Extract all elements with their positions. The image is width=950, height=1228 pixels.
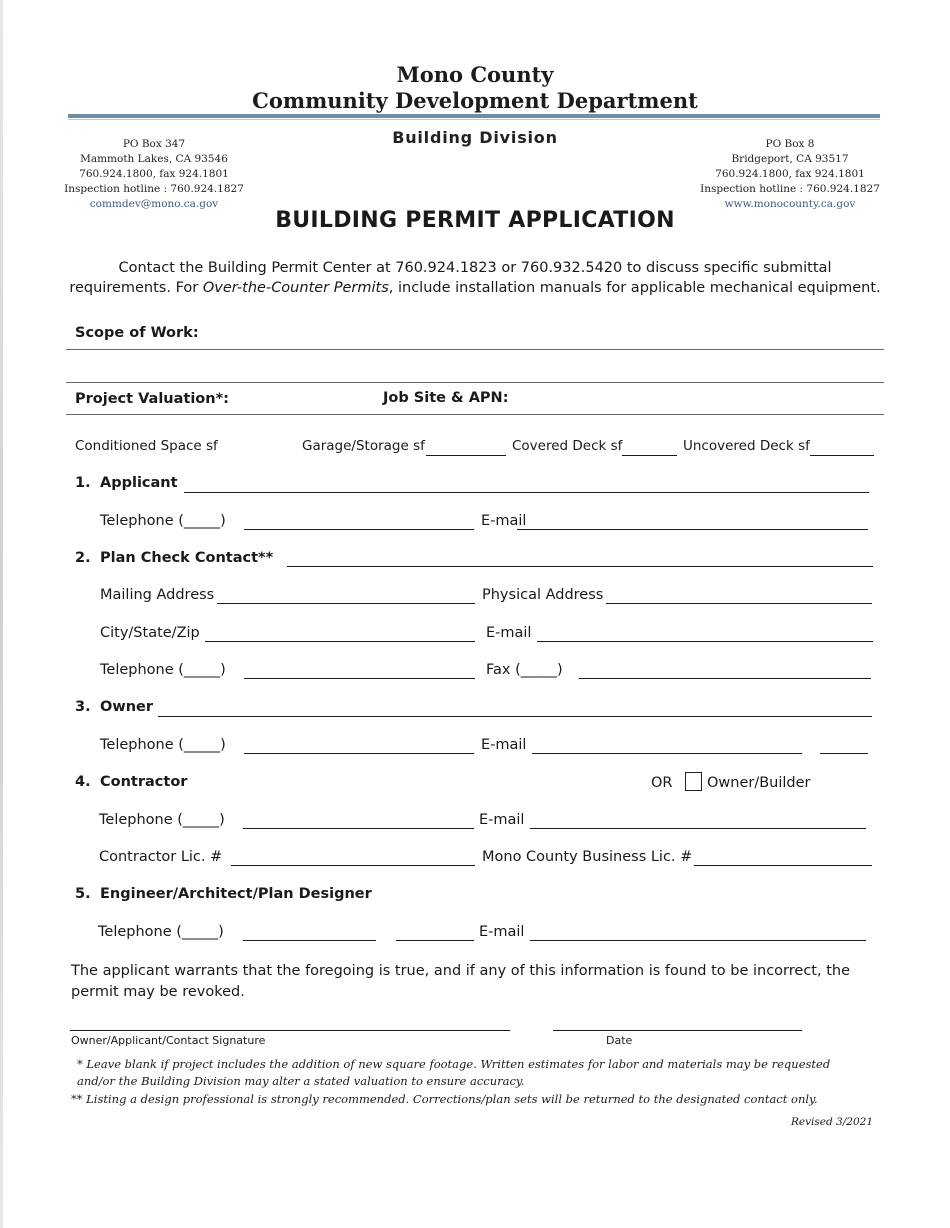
covered-deck-label: Covered Deck sf <box>512 438 623 454</box>
engineer-telephone-field-end[interactable] <box>396 940 474 941</box>
conditioned-space-label: Conditioned Space sf <box>75 438 218 454</box>
date-field[interactable] <box>553 1030 802 1031</box>
address-line: Bridgeport, CA 93517 <box>731 153 849 165</box>
section-3-number: 3. <box>75 699 91 715</box>
applicant-telephone-label: Telephone (_____) <box>100 513 226 529</box>
address-line: Inspection hotline : 760.924.1827 <box>64 183 244 195</box>
applicant-email-field[interactable] <box>517 529 868 530</box>
owner-telephone-label: Telephone (_____) <box>100 737 226 753</box>
section-2-number: 2. <box>75 550 91 566</box>
contractor-license-label: Contractor Lic. # <box>99 849 223 865</box>
or-label: OR <box>651 775 673 791</box>
mammoth-office-address <box>44 137 264 212</box>
plan-check-contact-label: Plan Check Contact** <box>100 550 274 566</box>
city-state-zip-label: City/State/Zip <box>100 625 200 641</box>
owner-name-field[interactable] <box>158 716 872 717</box>
address-line: PO Box 8 <box>765 138 815 150</box>
applicant-email-label: E-mail <box>481 513 527 529</box>
contractor-email-field[interactable] <box>530 828 866 829</box>
plan-check-contact-field[interactable] <box>287 566 873 567</box>
valuation-footnote-text: * Leave blank if project includes the addition of new square footage. Written estimates for labor and materials may be requested and/or the Building Division may alter a stated valuation to ensure accuracy. <box>77 1057 831 1088</box>
contact-fax-label: Fax (_____) <box>486 662 563 678</box>
contact-telephone-field[interactable] <box>244 678 475 679</box>
intro-line-2 <box>0 280 950 296</box>
division-name: Building Division <box>392 128 558 147</box>
engineer-email-field[interactable] <box>530 940 866 941</box>
contact-telephone-label: Telephone (_____) <box>100 662 226 678</box>
physical-address-field[interactable] <box>606 603 872 604</box>
garage-storage-field[interactable] <box>426 455 506 456</box>
header-rule-thin <box>68 119 880 120</box>
address-line: Inspection hotline : 760.924.1827 <box>700 183 880 195</box>
section-4-number: 4. <box>75 774 91 790</box>
engineer-telephone-field[interactable] <box>243 940 376 941</box>
owner-label: Owner <box>100 699 154 715</box>
physical-address-label: Physical Address <box>482 587 604 603</box>
county-website-link[interactable]: www.monocounty.ca.gov <box>724 198 856 210</box>
contractor-license-field[interactable] <box>231 865 475 866</box>
engineer-telephone-label: Telephone (_____) <box>98 924 224 940</box>
warranty-statement: The applicant warrants that the foregoing is true, and if any of this information is found to be incorrect, the permit may be revoked. <box>71 963 850 1000</box>
contact-email-field[interactable] <box>537 641 873 642</box>
intro-italic-text: Over-the-Counter Permits <box>202 280 389 296</box>
owner-telephone-field[interactable] <box>244 753 474 754</box>
date-label: Date <box>606 1034 633 1047</box>
owner-builder-label: Owner/Builder <box>707 775 811 791</box>
owner-builder-checkbox[interactable] <box>685 772 702 791</box>
valuation-footnote <box>71 1056 871 1090</box>
contractor-telephone-label: Telephone (_____) <box>99 812 225 828</box>
owner-email-label: E-mail <box>481 737 527 753</box>
valuation-jobsite-rule <box>66 414 884 415</box>
mailing-address-field[interactable] <box>217 603 475 604</box>
contractor-telephone-field[interactable] <box>243 828 474 829</box>
design-professional-footnote: ** Listing a design professional is strongly recommended. Corrections/plan sets will be returned to the designated contact only. <box>71 1092 818 1106</box>
address-line: 760.924.1800, fax 924.1801 <box>715 168 865 180</box>
covered-deck-field[interactable] <box>622 455 677 456</box>
page-edge <box>0 0 3 1228</box>
business-license-label: Mono County Business Lic. # <box>482 849 693 865</box>
scope-of-work-label: Scope of Work: <box>75 325 199 341</box>
business-license-field[interactable] <box>694 865 872 866</box>
revision-date: Revised 3/2021 <box>790 1116 873 1128</box>
org-name: Mono County <box>396 62 554 87</box>
mailing-address-label: Mailing Address <box>100 587 215 603</box>
address-line: 760.924.1800, fax 924.1801 <box>79 168 229 180</box>
uncovered-deck-label: Uncovered Deck sf <box>683 438 810 454</box>
owner-email-field-end[interactable] <box>820 753 868 754</box>
contact-fax-field[interactable] <box>579 678 871 679</box>
contractor-label: Contractor <box>100 774 188 790</box>
applicant-label: Applicant <box>100 475 178 491</box>
project-valuation-label: Project Valuation*: <box>75 391 229 407</box>
bridgeport-office-address <box>680 137 900 212</box>
intro-text: , include installation manuals for applicable mechanical equipment. <box>388 280 881 296</box>
contact-email-label: E-mail <box>486 625 532 641</box>
signature-label: Owner/Applicant/Contact Signature <box>71 1034 266 1047</box>
section-1-number: 1. <box>75 475 91 491</box>
signature-field[interactable] <box>70 1030 510 1031</box>
applicant-telephone-field[interactable] <box>244 529 474 530</box>
contractor-email-label: E-mail <box>479 812 525 828</box>
header-rule <box>68 114 880 118</box>
intro-text: requirements. For <box>69 280 203 296</box>
address-line: PO Box 347 <box>122 138 186 150</box>
scope-of-work-field[interactable] <box>66 349 884 350</box>
engineer-email-label: E-mail <box>479 924 525 940</box>
job-site-apn-label: Job Site & APN: <box>383 390 509 406</box>
engineer-architect-label: Engineer/Architect/Plan Designer <box>100 886 372 902</box>
form-title: BUILDING PERMIT APPLICATION <box>275 208 675 233</box>
address-line: Mammoth Lakes, CA 93546 <box>80 153 228 165</box>
city-state-zip-field[interactable] <box>205 641 475 642</box>
department-name: Community Development Department <box>252 88 698 113</box>
garage-storage-label: Garage/Storage sf <box>302 438 425 454</box>
intro-line-1: Contact the Building Permit Center at 760.924.1823 or 760.932.5420 to discuss specific submittal <box>118 260 832 276</box>
scope-of-work-field-line-2[interactable] <box>66 382 884 383</box>
office-email-link[interactable]: commdev@mono.ca.gov <box>89 198 219 210</box>
uncovered-deck-field[interactable] <box>810 455 874 456</box>
owner-email-field[interactable] <box>532 753 802 754</box>
section-5-number: 5. <box>75 886 91 902</box>
applicant-name-field[interactable] <box>184 492 869 493</box>
